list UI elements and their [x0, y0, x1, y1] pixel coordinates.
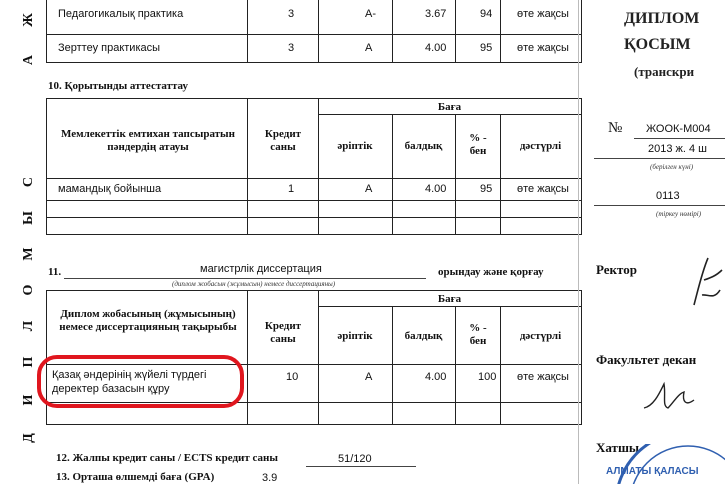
side-letter: П [21, 356, 36, 368]
letter-grade: А- [365, 8, 376, 20]
points-value: 3.67 [425, 8, 447, 20]
percent-value: 95 [480, 42, 493, 54]
side-letter: И [21, 394, 36, 406]
letter-grade: А [365, 42, 373, 54]
traditional-grade: өте жақсы [517, 371, 569, 383]
side-letter: Ж [21, 13, 36, 27]
column-header: Мемлекеттік емтихан тапсыратын пәндердің атауы [61, 128, 235, 153]
subject-name: мамандық бойынша [58, 183, 162, 195]
column-header: әріптік [337, 330, 373, 342]
registration-caption: (тіркеу нөмірі) [656, 210, 702, 218]
column-header: дәстүрлі [519, 140, 562, 152]
secretary-label: Хатшы [596, 440, 640, 455]
doc-title: ДИПЛОМ [624, 10, 700, 27]
total-credits-value: 51/120 [338, 453, 372, 465]
gpa-value: 3.9 [262, 472, 278, 484]
credit-value: 3 [288, 42, 295, 54]
percent-value: 100 [478, 371, 497, 383]
column-header: Баға [437, 101, 462, 113]
rector-label: Ректор [596, 262, 637, 277]
side-letter: С [21, 176, 36, 188]
side-letter: О [21, 284, 36, 296]
side-letter: Л [21, 320, 36, 332]
subject-name: Педагогикалық практика [58, 8, 184, 20]
credit-value: 1 [288, 183, 295, 195]
traditional-grade: өте жақсы [517, 8, 569, 20]
thesis-title-line: деректер базасын құру [52, 383, 170, 395]
side-letter: А [21, 54, 36, 66]
section-title: 10. Қорытынды аттестаттау [48, 80, 188, 92]
subject-name: Зерттеу практикасы [58, 42, 161, 54]
column-header: балдық [404, 140, 443, 152]
credit-value: 10 [286, 371, 299, 383]
total-credits-label: 12. Жалпы кредит саны / ECTS кредит саны [56, 452, 278, 464]
issue-date: 2013 ж. 4 ш [648, 143, 707, 155]
rector-signature [684, 250, 725, 312]
column-header: балдық [404, 330, 443, 342]
side-letter: Д [21, 433, 36, 443]
letter-grade: А [365, 371, 373, 383]
credit-value: 3 [288, 8, 295, 20]
highlight-ellipse [36, 354, 246, 410]
letter-grade: А [365, 183, 373, 195]
side-letter: Ы [21, 211, 36, 225]
issue-date-caption: (берілген күні) [650, 163, 694, 171]
column-header: әріптік [337, 140, 373, 152]
work-type: магистрлік диссертация [200, 263, 322, 275]
diploma-number: ЖООК-М004 [646, 123, 711, 135]
column-header: Кредит саны [264, 320, 302, 345]
traditional-grade: өте жақсы [517, 183, 569, 195]
side-letter: М [21, 247, 36, 261]
dean-signature [640, 378, 700, 414]
work-type-caption: (диплом жобасын (жұмысын) немесе диссертацияны) [172, 280, 336, 288]
work-type-suffix: орындау және қорғау [438, 266, 544, 278]
column-header: % - бен [469, 132, 487, 157]
section-number: 11. [48, 266, 62, 278]
stamp-text: АЛМАТЫ ҚАЛАСЫ [606, 466, 699, 477]
doc-subtitle: (транскри [634, 64, 695, 79]
points-value: 4.00 [425, 371, 447, 383]
percent-value: 94 [480, 8, 493, 20]
column-header: Кредит саны [264, 128, 302, 153]
gpa-label: 13. Орташа өлшемді баға (GPA) [56, 471, 215, 483]
official-stamp [598, 444, 725, 484]
column-header: дәстүрлі [519, 330, 562, 342]
traditional-grade: өте жақсы [517, 42, 569, 54]
column-header: % - бен [469, 322, 487, 347]
doc-title: ҚОСЫМ [624, 36, 691, 53]
dean-label: Факультет декан [596, 352, 697, 367]
column-header: Баға [437, 293, 462, 305]
points-value: 4.00 [425, 183, 447, 195]
registration-number: 0113 [656, 190, 680, 202]
column-header: Диплом жобасының (жұмысының) немесе диссертацияның тақырыбы [59, 308, 237, 333]
points-value: 4.00 [425, 42, 447, 54]
number-sign: № [608, 120, 623, 136]
percent-value: 95 [480, 183, 493, 195]
thesis-title-line: Қазақ әндерінің жүйелі түрдегі [52, 369, 207, 381]
